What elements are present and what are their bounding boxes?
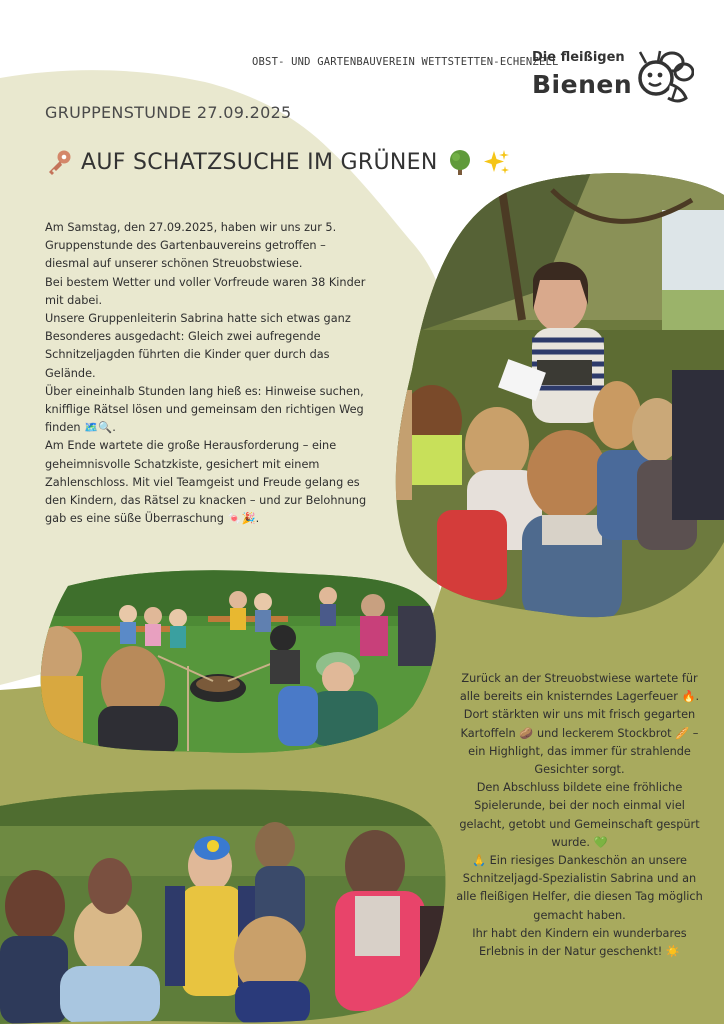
paragraph: Unsere Gruppenleiterin Sabrina hatte sich etwas ganz Besonderes ausgedacht: Gleich zwei aufregende Schnitzeljagden führten die Kinder quer durch das Gelände. [45, 312, 351, 380]
article-text-part-2 [452, 670, 707, 961]
paragraph: Den Abschluss bildete eine fröhliche Spielerunde, bei der noch einmal viel gelacht, getobt und Gemeinschaft gespürt wurde. 💚 [459, 781, 700, 849]
key-icon [45, 148, 73, 176]
paragraph: Am Ende wartete die große Herausforderung – eine geheimnisvolle Schatzkiste, gesichert mit einem Zahlenschloss. Mit viel Teamgeist und Freude gelang es den Kindern, das Rätsel zu knacken – und zur Belohnung gab es eine süße Überraschung 🍬🎉. [45, 439, 367, 526]
logo-line-1: Die fleißigen [532, 50, 625, 65]
bee-icon [632, 48, 694, 108]
organization-name: OBST- UND GARTENBAUVEREIN WETTSTETTEN-ECHENZELL [252, 56, 559, 68]
paragraph: Ihr habt den Kindern ein wunderbares Erlebnis in der Natur geschenkt! ☀️ [472, 926, 687, 959]
photo-group-leader-with-children [392, 170, 724, 622]
sparkles-icon [482, 148, 510, 176]
paragraph: 🙏 Ein riesiges Dankeschön an unsere Schnitzeljagd-Spezialistin Sabrina und an alle fleißigen Helfer, die diesen Tag möglich gemacht haben. [456, 854, 703, 922]
title-text: AUF SCHATZSUCHE IM GRÜNEN [81, 149, 438, 175]
session-date: GRUPPENSTUNDE 27.09.2025 [45, 103, 292, 122]
club-logo [530, 44, 700, 110]
logo-line-2: Bienen [532, 70, 633, 99]
paragraph: Zurück an der Streuobstwiese wartete für alle bereits ein knisterndes Lagerfeuer 🔥. Dort stärkten wir uns mit frisch gegarten Kartoffeln 🥔 und leckerem Stockbrot 🥖 – ein Highlight, das immer für strahlende Gesichter sorgt. [459, 672, 700, 777]
article-text-part-1 [45, 219, 373, 528]
paragraph: Am Samstag, den 27.09.2025, haben wir uns zur 5. Gruppenstunde des Gartenbauvereins getroffen – diesmal auf unserer schönen Streuobstwiese. [45, 221, 337, 271]
paragraph: Bei bestem Wetter und voller Vorfreude waren 38 Kinder mit dabei. [45, 275, 366, 307]
photo-children-group-meadow [0, 786, 448, 1024]
tree-icon [446, 148, 474, 176]
paragraph: Über eineinhalb Stunden lang hieß es: Hinweise suchen, knifflige Rätsel lösen und gemeinsam den richtigen Weg finden 🗺️🔍. [45, 384, 364, 435]
photo-campfire-circle [38, 566, 438, 756]
page-title [45, 148, 510, 176]
